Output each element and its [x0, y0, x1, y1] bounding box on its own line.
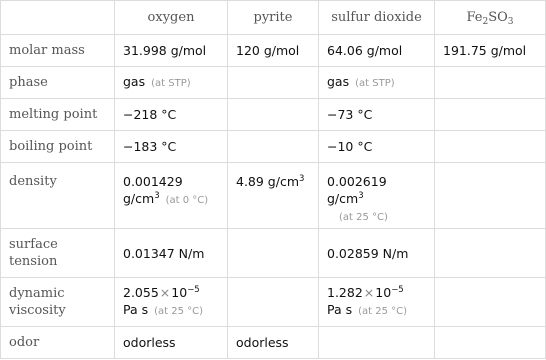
- viscosity-unit: Pa s: [123, 302, 149, 317]
- row-density: [1, 163, 546, 229]
- cell-pyrite-phase: [228, 67, 319, 99]
- row-label-surface-tension: [1, 229, 115, 278]
- label-line: viscosity: [9, 303, 66, 318]
- cell-pyrite-odor: odorless: [228, 327, 319, 359]
- phase-note: (at STP): [151, 78, 191, 89]
- density-unit-exponent: 3: [358, 191, 364, 201]
- cell-sulfur-dioxide-phase: [319, 67, 435, 99]
- row-surface-tension: [1, 229, 546, 278]
- header-sulfur-dioxide: sulfur dioxide: [319, 1, 435, 35]
- cell-pyrite-surface-tension: [228, 229, 319, 278]
- cell-pyrite-melting-point: [228, 99, 319, 131]
- cell-sulfur-dioxide-melting-point: −73 °C: [319, 99, 435, 131]
- header-oxygen: oxygen: [115, 1, 228, 35]
- label-line: tension: [9, 254, 58, 269]
- row-label-boiling-point: boiling point: [1, 131, 115, 163]
- row-label-molar-mass: molar mass: [1, 35, 115, 67]
- viscosity-exponent: −5: [187, 285, 200, 295]
- cell-fe2so3-odor: [435, 327, 546, 359]
- cell-sulfur-dioxide-dynamic-viscosity: [319, 278, 435, 327]
- cell-fe2so3-surface-tension: [435, 229, 546, 278]
- times-sign: ×: [159, 285, 171, 300]
- density-note: (at 25 °C): [339, 212, 388, 223]
- cell-sulfur-dioxide-molar-mass: 64.06 g/mol: [319, 35, 435, 67]
- cell-oxygen-molar-mass: 31.998 g/mol: [115, 35, 228, 67]
- row-boiling-point: [1, 131, 546, 163]
- phase-value: gas: [123, 74, 146, 89]
- density-unit: g/cm: [327, 191, 359, 206]
- viscosity-exponent: −5: [391, 285, 404, 295]
- viscosity-unit: Pa s: [327, 302, 353, 317]
- phase-note: (at STP): [355, 78, 395, 89]
- row-label-dynamic-viscosity: [1, 278, 115, 327]
- cell-fe2so3-phase: [435, 67, 546, 99]
- cell-sulfur-dioxide-surface-tension: 0.02859 N/m: [319, 229, 435, 278]
- viscosity-note: (at 25 °C): [154, 306, 204, 317]
- cell-oxygen-density: [115, 163, 228, 229]
- row-label-density: density: [1, 163, 115, 229]
- row-molar-mass: [1, 35, 546, 67]
- row-dynamic-viscosity: [1, 278, 546, 327]
- cell-sulfur-dioxide-density: [319, 163, 435, 229]
- cell-fe2so3-dynamic-viscosity: [435, 278, 546, 327]
- header-pyrite: pyrite: [228, 1, 319, 35]
- cell-fe2so3-molar-mass: 191.75 g/mol: [435, 35, 546, 67]
- cell-pyrite-dynamic-viscosity: [228, 278, 319, 327]
- row-label-odor: odor: [1, 327, 115, 359]
- times-sign: ×: [363, 285, 375, 300]
- cell-oxygen-dynamic-viscosity: [115, 278, 228, 327]
- density-value: 0.002619: [327, 174, 387, 189]
- cell-pyrite-boiling-point: [228, 131, 319, 163]
- density-unit: g/cm: [123, 191, 155, 206]
- row-odor: [1, 327, 546, 359]
- label-line: dynamic: [9, 286, 65, 301]
- cell-fe2so3-density: [435, 163, 546, 229]
- density-value: 0.001429: [123, 174, 183, 189]
- viscosity-base: 10: [171, 285, 188, 300]
- label-line: surface: [9, 237, 58, 252]
- row-melting-point: [1, 99, 546, 131]
- row-label-phase: phase: [1, 67, 115, 99]
- cell-oxygen-odor: odorless: [115, 327, 228, 359]
- cell-oxygen-boiling-point: −183 °C: [115, 131, 228, 163]
- fe2so3-formula: $Fe_2SO_3$: [466, 10, 514, 27]
- row-label-melting-point: melting point: [1, 99, 115, 131]
- row-phase: [1, 67, 546, 99]
- viscosity-base: 10: [375, 285, 392, 300]
- density-note: (at 0 °C): [165, 195, 209, 206]
- header-row: [1, 1, 546, 35]
- viscosity-mantissa: 2.055: [123, 285, 159, 300]
- header-fe2so3: [435, 1, 546, 35]
- cell-fe2so3-melting-point: [435, 99, 546, 131]
- density-unit-exponent: 3: [299, 174, 305, 184]
- cell-sulfur-dioxide-boiling-point: −10 °C: [319, 131, 435, 163]
- density-value: 4.89 g/cm: [236, 174, 300, 189]
- cell-pyrite-density: [228, 163, 319, 229]
- density-unit-exponent: 3: [154, 191, 160, 201]
- cell-pyrite-molar-mass: 120 g/mol: [228, 35, 319, 67]
- phase-value: gas: [327, 74, 350, 89]
- viscosity-mantissa: 1.282: [327, 285, 363, 300]
- cell-oxygen-surface-tension: 0.01347 N/m: [115, 229, 228, 278]
- header-empty-cell: [1, 1, 115, 35]
- cell-fe2so3-boiling-point: [435, 131, 546, 163]
- viscosity-note: (at 25 °C): [358, 306, 408, 317]
- cell-sulfur-dioxide-odor: [319, 327, 435, 359]
- cell-oxygen-melting-point: −218 °C: [115, 99, 228, 131]
- cell-oxygen-phase: [115, 67, 228, 99]
